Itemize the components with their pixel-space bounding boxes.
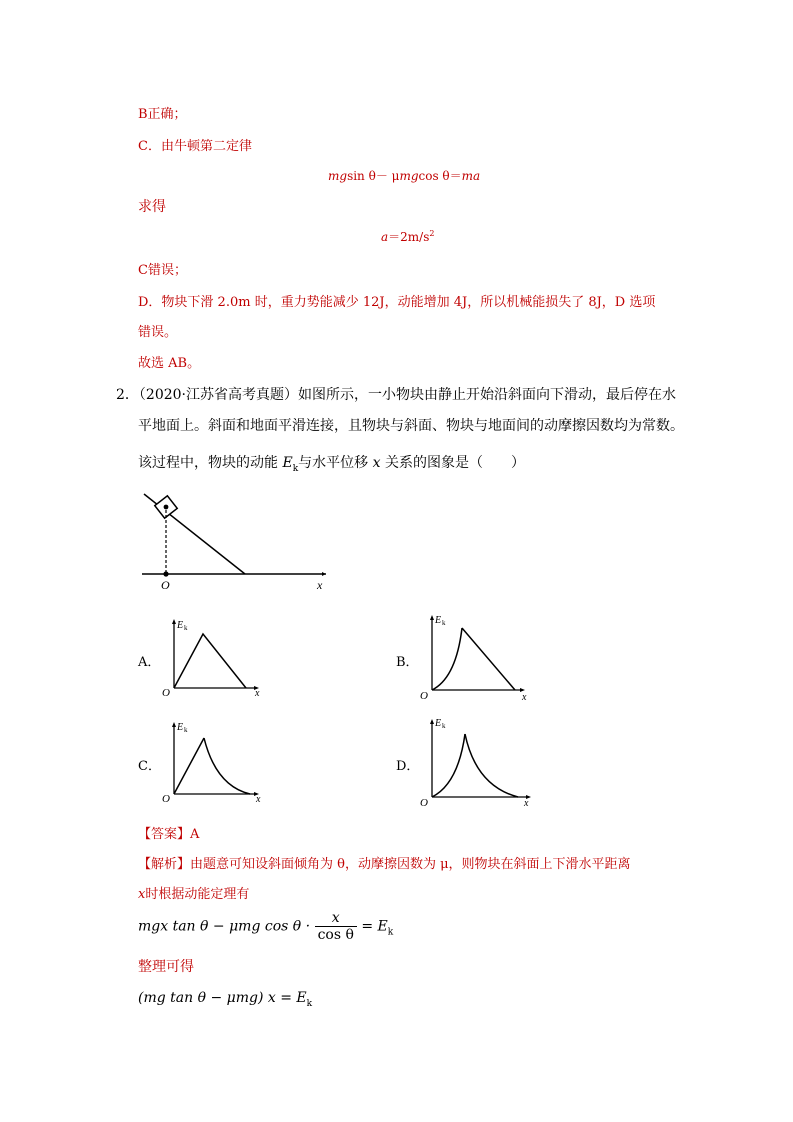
- option-b-label[interactable]: B．: [396, 655, 419, 670]
- svg-text:x: x: [256, 794, 261, 804]
- figure-x-label: x: [317, 578, 323, 592]
- option-b-graph: [418, 608, 533, 703]
- c-intro-line: C．由牛顿第二定律: [138, 139, 252, 154]
- option-a-label[interactable]: A．: [138, 655, 161, 670]
- option-a-curve: [174, 634, 246, 688]
- option-c-curve-fall: [204, 738, 250, 794]
- arrange-line: 整理可得: [138, 959, 194, 975]
- solve-line: 求得: [138, 199, 166, 215]
- d-line-2: 错误。: [138, 325, 178, 340]
- svg-text:k: k: [442, 722, 446, 730]
- svg-text:k: k: [184, 726, 188, 734]
- option-d-graph: [418, 712, 538, 808]
- answer-value: A: [190, 827, 200, 842]
- question-number: 2．: [116, 387, 139, 403]
- option-d-label[interactable]: D．: [396, 759, 420, 774]
- choose-line: 故选 AB。: [138, 356, 201, 371]
- option-c-graph: [160, 716, 270, 804]
- question-source: （2020·江苏省高考真题）: [138, 387, 299, 403]
- formula-arranged: (mg tan θ − μmg) $x = E_k$: [138, 990, 313, 1009]
- question-line-2: 平地面上。斜面和地面平滑连接，且物块与斜面、物块与地面间的动摩擦因数均为常数。: [138, 418, 684, 434]
- origin-dot: [163, 571, 168, 576]
- svg-text:E: E: [177, 620, 184, 631]
- svg-text:x: x: [524, 798, 529, 808]
- option-c-label[interactable]: C．: [138, 759, 161, 774]
- svg-text:x: x: [255, 688, 260, 699]
- figure-origin-label: O: [161, 578, 170, 592]
- question-line-1: 2．（2020·江苏省高考真题）如图所示，一小物块由静止开始沿斜面向下滑动，最后停在水: [116, 387, 677, 403]
- svg-text:E: E: [435, 615, 442, 626]
- svg-text:O: O: [162, 793, 170, 804]
- d-line-1: D．物块下滑 2.0m 时，重力势能减少 12J，动能增加 4J，所以机械能损失了 8J，D 选项: [138, 295, 656, 310]
- analysis-tag: 【解析】: [138, 857, 191, 872]
- svg-text:E: E: [177, 722, 184, 733]
- option-b-curve-rise: [432, 628, 462, 690]
- option-c-curve-rise: [174, 738, 204, 794]
- svg-text:E: E: [435, 718, 442, 729]
- formula-work-energy: mgx tan θ − μmg cos θ · $\frac{x}{\text{cos θ}}$ = $E_k$: [138, 910, 394, 943]
- question-line-3: 该过程中，物块的动能 $E_k$与水平位移 x 关系的图象是（ ）: [138, 455, 525, 474]
- option-d-curve-rise: [432, 734, 465, 797]
- equation-acceleration: $a=2m/s^2$: [381, 229, 435, 244]
- svg-text:x: x: [522, 692, 527, 703]
- b-correct-line: B正确；: [138, 107, 187, 122]
- answer-tag: 【答案】: [138, 827, 191, 842]
- svg-text:k: k: [184, 624, 188, 632]
- option-b-curve-fall: [462, 628, 515, 690]
- svg-text:O: O: [420, 797, 428, 808]
- incline-figure: [138, 488, 338, 593]
- answer-line: [138, 823, 199, 842]
- analysis-line-2: x时根据动能定理有: [138, 887, 250, 902]
- analysis-line-1: 【解析】由题意可知设斜面倾角为 θ，动摩擦因数为 μ，则物块在斜面上下滑水平距离: [138, 857, 631, 872]
- x-axis-arrow-icon: [322, 572, 326, 576]
- svg-text:O: O: [420, 690, 428, 702]
- c-wrong-line: C错误；: [138, 263, 187, 278]
- svg-text:O: O: [162, 687, 170, 699]
- equation-newton: mgsin θ－ μmgcos θ＝ma: [328, 169, 481, 183]
- block-center-dot: [164, 505, 169, 510]
- svg-text:k: k: [442, 619, 446, 627]
- option-d-curve-fall: [465, 734, 518, 797]
- option-a-graph: [160, 614, 270, 699]
